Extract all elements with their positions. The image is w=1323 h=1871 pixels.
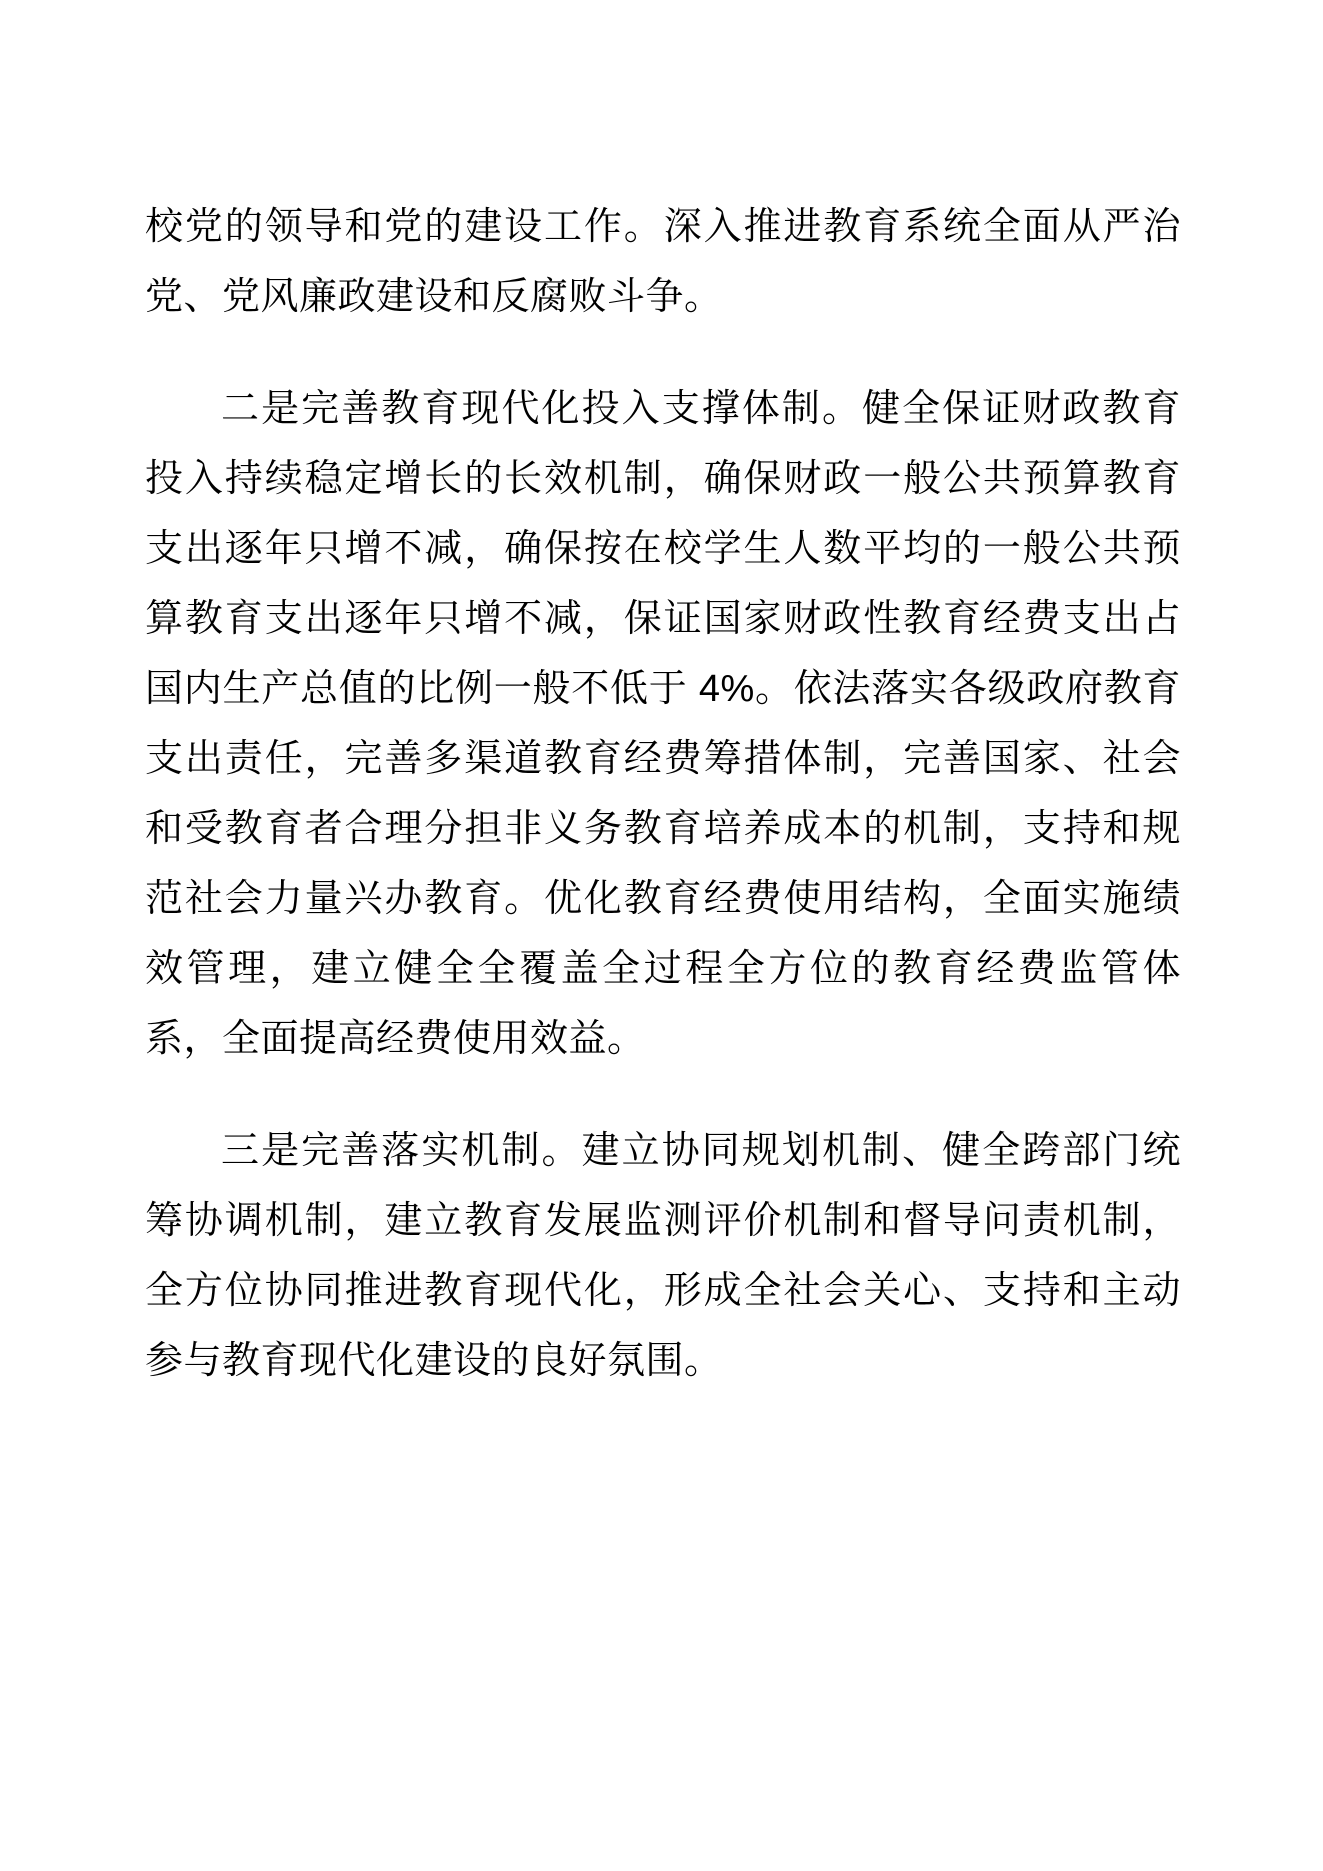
paragraph-second-point: 二是完善教育现代化投入支撑体制。健全保证财政教育投入持续稳定增长的长效机制，确保财政一般公共预算教育支出逐年只增不减，确保按在校学生人数平均的一般公共预算教育支出逐年只增不减，保证国家财政性教育经费支出占国内生产总值的比例一般不低于 4%。依法落实各级政府教育支出责任，完善多渠道教育经费筹措体制，完善国家、社会和受教育者合理分担非义务教育培养成本的机制，支持和规范社会力量兴办教育。优化教育经费使用结构，全面实施绩效管理，建立健全全覆盖全过程全方位的教育经费监管体系，全面提高经费使用效益。 [145,388,1181,1060]
paragraph-third-point: 三是完善落实机制。建立协同规划机制、健全跨部门统筹协调机制，建立教育发展监测评价机制和督导问责机制，全方位协同推进教育现代化，形成全社会关心、支持和主动参与教育现代化建设的良好氛围。 [145,1130,1181,1382]
paragraph-continuation: 校党的领导和党的建设工作。深入推进教育系统全面从严治党、党风廉政建设和反腐败斗争。 [145,206,1181,318]
